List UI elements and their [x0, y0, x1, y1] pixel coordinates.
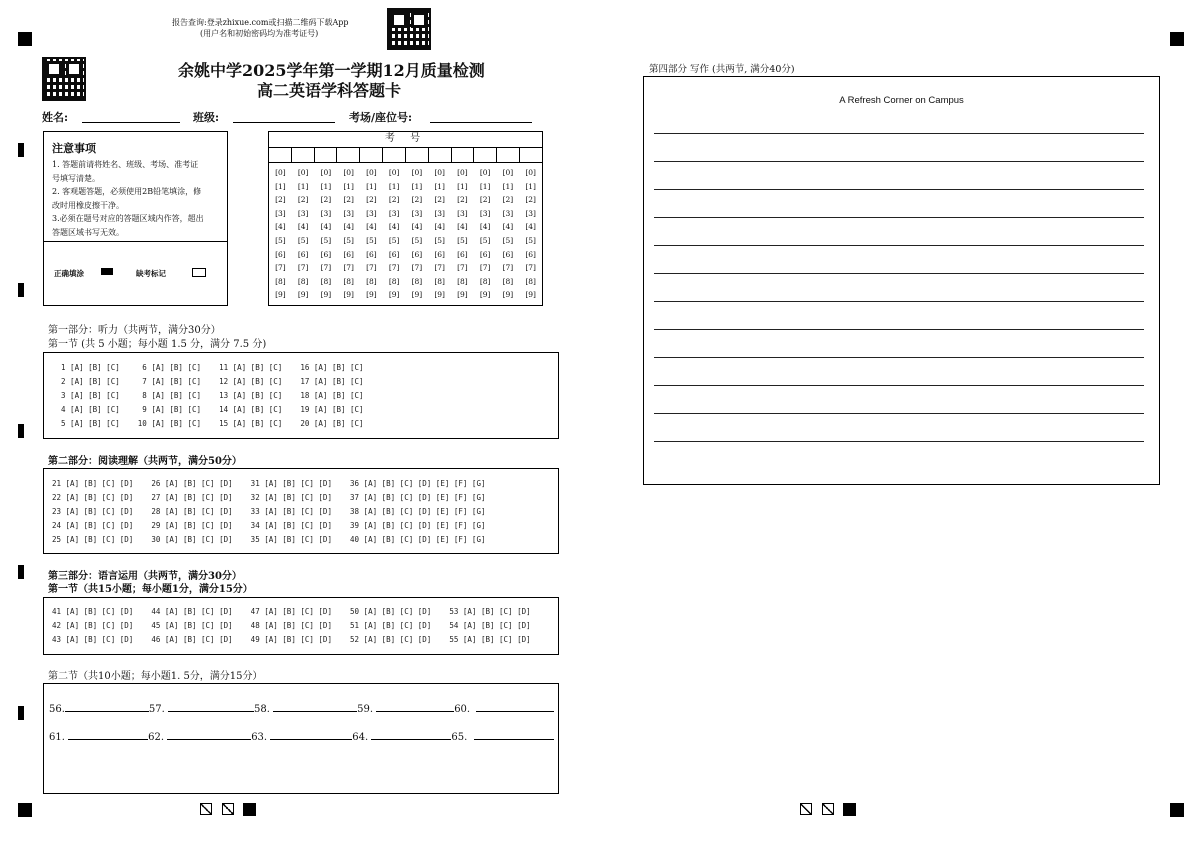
digit-bubble[interactable]: [2] — [275, 195, 286, 205]
writing-line[interactable] — [654, 413, 1144, 414]
blank-number: 57. — [148, 704, 165, 715]
digit-bubble[interactable]: [0] — [388, 168, 400, 177]
part4-title: 第四部分 写作 (共两节, 满分40分) — [649, 64, 795, 75]
writing-line[interactable] — [654, 357, 1144, 358]
digit-bubble[interactable]: [1] — [479, 181, 491, 191]
digit-bubble[interactable]: [0] — [525, 168, 536, 177]
blank-answer-line[interactable] — [476, 702, 554, 712]
blank-answer-line[interactable] — [273, 702, 357, 712]
digit-bubble[interactable]: [9] — [320, 290, 332, 300]
exam-number-column[interactable] — [360, 166, 383, 302]
corner-mark-bottom-right — [1170, 803, 1184, 817]
class-label: 班级: — [193, 111, 220, 124]
digit-bubble[interactable]: [8] — [343, 276, 354, 286]
exam-number-write-cells[interactable] — [269, 148, 542, 163]
notice-line: 号填写清楚。 — [52, 173, 100, 183]
digit-bubble[interactable]: [5] — [366, 235, 377, 245]
digit-bubble[interactable]: [9] — [388, 290, 400, 300]
exam-number-column[interactable] — [337, 166, 360, 302]
writing-line[interactable] — [654, 301, 1144, 302]
part3-section2-title: 第二节（共10小题；每小题1. 5分，满分15分） — [48, 671, 263, 682]
blank-number: 65. — [451, 732, 468, 743]
timing-mark — [18, 424, 24, 438]
digit-bubble[interactable]: [5] — [525, 235, 536, 245]
writing-line[interactable] — [654, 273, 1144, 274]
exam-number-column[interactable] — [497, 166, 520, 302]
part3-subtitle: 第一节（共15小题；每小题1分，满分15分） — [48, 584, 253, 595]
timing-mark — [18, 143, 24, 157]
seat-field[interactable] — [430, 122, 532, 123]
digit-bubble[interactable]: [3] — [275, 208, 286, 218]
digit-bubble[interactable]: [5] — [434, 235, 445, 245]
choice-row[interactable]: 5 [A] [B] [C] 10 [A] [B] [C] 15 [A] [B] [C] 20 [A] [B] [C] — [52, 419, 364, 428]
digit-bubble[interactable]: [3] — [434, 208, 445, 218]
digit-bubble[interactable]: [8] — [434, 276, 445, 286]
exam-number-column[interactable] — [383, 166, 406, 302]
exam-number-column[interactable] — [269, 166, 292, 302]
digit-bubble[interactable]: [4] — [343, 222, 354, 232]
digit-bubble[interactable]: [4] — [366, 222, 377, 232]
digit-bubble[interactable]: [0] — [366, 168, 377, 177]
fill-blank-box — [43, 683, 559, 794]
digit-bubble[interactable]: [8] — [411, 276, 423, 286]
digit-bubble[interactable]: [2] — [457, 195, 468, 205]
digit-bubble[interactable]: [1] — [366, 181, 377, 191]
blank-answer-line[interactable] — [474, 730, 554, 740]
choice-row[interactable]: 21 [A] [B] [C] [D] 26 [A] [B] [C] [D] 31 [A] [B] [C] [D] 36 [A] [B] [C] [D] [E] [F] [G] — [52, 479, 486, 488]
digit-bubble[interactable]: [6] — [479, 249, 491, 259]
blank-answer-line[interactable] — [168, 702, 254, 712]
exam-number-column[interactable] — [451, 166, 474, 302]
digit-bubble[interactable]: [6] — [366, 249, 377, 259]
blank-row — [49, 730, 554, 743]
digit-bubble[interactable]: [4] — [434, 222, 445, 232]
digit-bubble[interactable]: [4] — [479, 222, 491, 232]
notice-line: 改时用橡皮擦干净。 — [52, 200, 124, 210]
blank-answer-line[interactable] — [270, 730, 352, 740]
digit-bubble[interactable]: [6] — [411, 249, 423, 259]
digit-bubble[interactable]: [4] — [502, 222, 514, 232]
corner-mark-top-left — [18, 32, 32, 46]
blank-answer-line[interactable] — [167, 730, 251, 740]
absent-mark-label: 缺考标记 — [136, 269, 166, 278]
digit-bubble[interactable]: [4] — [297, 222, 309, 232]
digit-bubble[interactable]: [2] — [479, 195, 491, 205]
digit-bubble[interactable]: [7] — [388, 263, 400, 273]
exam-number-bubbles[interactable] — [269, 163, 542, 302]
digit-bubble[interactable]: [1] — [275, 181, 286, 191]
digit-bubble[interactable]: [9] — [275, 290, 286, 300]
writing-box — [643, 76, 1160, 485]
digit-bubble[interactable]: [0] — [320, 168, 332, 177]
part2-answer-box — [43, 468, 559, 554]
exam-number-column[interactable] — [406, 166, 429, 302]
digit-bubble[interactable]: [7] — [434, 263, 445, 273]
digit-bubble[interactable]: [8] — [525, 276, 536, 286]
writing-line[interactable] — [654, 217, 1144, 218]
digit-bubble[interactable]: [4] — [411, 222, 423, 232]
digit-bubble[interactable]: [3] — [343, 208, 354, 218]
correct-fill-label: 正确填涂 — [54, 269, 84, 278]
digit-bubble[interactable]: [5] — [479, 235, 491, 245]
digit-bubble[interactable]: [7] — [297, 263, 309, 273]
blank-number: 58. — [254, 704, 270, 715]
writing-line[interactable] — [654, 161, 1144, 162]
digit-bubble[interactable]: [8] — [479, 276, 491, 286]
digit-bubble[interactable]: [9] — [525, 290, 536, 300]
digit-bubble[interactable]: [7] — [502, 263, 514, 273]
digit-bubble[interactable]: [8] — [320, 276, 332, 286]
digit-bubble[interactable]: [5] — [457, 235, 468, 245]
blank-answer-line[interactable] — [371, 730, 451, 740]
notice-line: 3.必须在题号对应的答题区域内作答，超出 — [52, 214, 204, 223]
digit-bubble[interactable]: [0] — [275, 168, 286, 177]
digit-bubble[interactable]: [1] — [525, 181, 536, 191]
exam-number-column[interactable] — [292, 166, 315, 302]
page-subtitle: 高二英语学科答题卡 — [257, 81, 402, 100]
digit-bubble[interactable]: [6] — [275, 249, 286, 259]
page-marker-box — [800, 803, 812, 815]
digit-bubble[interactable]: [7] — [320, 263, 332, 273]
digit-bubble[interactable]: [9] — [366, 290, 377, 300]
digit-bubble[interactable]: [7] — [479, 263, 491, 273]
part1-subtitle: 第一节 (共 5 小题；每小题 1.5 分，满分 7.5 分) — [48, 339, 267, 350]
digit-bubble[interactable]: [9] — [297, 290, 309, 300]
choice-row[interactable]: 3 [A] [B] [C] 8 [A] [B] [C] 13 [A] [B] [C] 18 [A] [B] [C] — [52, 391, 364, 400]
essay-title: A Refresh Corner on Campus — [839, 95, 964, 106]
choice-row[interactable]: 1 [A] [B] [C] 6 [A] [B] [C] 11 [A] [B] [C] 16 [A] [B] [C] — [52, 363, 364, 372]
writing-line[interactable] — [654, 385, 1144, 386]
blank-answer-line[interactable] — [65, 702, 149, 712]
choice-row[interactable]: 42 [A] [B] [C] [D] 45 [A] [B] [C] [D] 48 [A] [B] [C] [D] 51 [A] [B] [C] [D] 54 [A] [B] [C] [D] — [52, 621, 531, 630]
part1-title: 第一部分：听力（共两节，满分30分） — [48, 325, 221, 336]
digit-bubble[interactable]: [6] — [343, 249, 354, 259]
digit-bubble[interactable]: [5] — [320, 235, 332, 245]
digit-bubble[interactable]: [7] — [411, 263, 423, 273]
digit-bubble[interactable]: [9] — [434, 290, 445, 300]
corner-mark-bottom-left — [18, 803, 32, 817]
digit-bubble[interactable]: [0] — [411, 168, 423, 177]
exam-number-column[interactable] — [474, 166, 497, 302]
digit-bubble[interactable]: [6] — [525, 249, 536, 259]
digit-bubble[interactable]: [1] — [411, 181, 423, 191]
digit-bubble[interactable]: [0] — [457, 168, 468, 177]
writing-line[interactable] — [654, 189, 1144, 190]
page-title: 余姚中学2025学年第一学期12月质量检测 — [178, 61, 485, 80]
digit-bubble[interactable]: [5] — [411, 235, 423, 245]
digit-bubble[interactable]: [5] — [275, 235, 286, 245]
blank-answer-line[interactable] — [376, 702, 454, 712]
blank-number: 64. — [352, 732, 369, 743]
choice-row[interactable]: 24 [A] [B] [C] [D] 29 [A] [B] [C] [D] 34 [A] [B] [C] [D] 39 [A] [B] [C] [D] [E] [F] [G] — [52, 521, 486, 530]
digit-bubble[interactable]: [6] — [457, 249, 468, 259]
exam-number-column[interactable] — [428, 166, 451, 302]
notice-line: 2. 客观题答题，必须使用2B铅笔填涂，修 — [52, 187, 202, 196]
blank-number: 61. — [49, 732, 65, 743]
digit-bubble[interactable]: [8] — [366, 276, 377, 286]
report-query-line: 报告查询:登录zhixue.com或扫描二维码下载App — [172, 18, 349, 27]
exam-number-column[interactable] — [519, 166, 542, 302]
choice-row[interactable]: 4 [A] [B] [C] 9 [A] [B] [C] 14 [A] [B] [C] 19 [A] [B] [C] — [52, 405, 364, 414]
digit-bubble[interactable]: [6] — [434, 249, 445, 259]
digit-bubble[interactable]: [3] — [320, 208, 332, 218]
notice-text — [52, 158, 204, 239]
digit-bubble[interactable]: [2] — [320, 195, 332, 205]
digit-bubble[interactable]: [8] — [297, 276, 309, 286]
page-marker-box — [222, 803, 234, 815]
exam-number-column[interactable] — [315, 166, 338, 302]
digit-bubble[interactable]: [2] — [343, 195, 354, 205]
blank-row — [49, 702, 554, 715]
digit-bubble[interactable]: [7] — [343, 263, 354, 273]
digit-bubble[interactable]: [3] — [502, 208, 514, 218]
digit-bubble[interactable]: [3] — [411, 208, 423, 218]
digit-bubble[interactable]: [5] — [343, 235, 354, 245]
digit-bubble[interactable]: [1] — [502, 181, 514, 191]
digit-bubble[interactable]: [1] — [297, 181, 309, 191]
corner-mark-top-right — [1170, 32, 1184, 46]
choice-row[interactable]: 25 [A] [B] [C] [D] 30 [A] [B] [C] [D] 35 [A] [B] [C] [D] 40 [A] [B] [C] [D] [E] [F] [G] — [52, 535, 486, 544]
digit-bubble[interactable]: [6] — [388, 249, 400, 259]
notice-title: 注意事项 — [52, 142, 96, 155]
digit-bubble[interactable]: [1] — [320, 181, 332, 191]
timing-mark — [18, 565, 24, 579]
qr-code-icon — [42, 57, 86, 101]
writing-line[interactable] — [654, 441, 1144, 442]
digit-bubble[interactable]: [9] — [502, 290, 514, 300]
name-label: 姓名: — [42, 111, 69, 124]
digit-bubble[interactable]: [7] — [457, 263, 468, 273]
digit-bubble[interactable]: [2] — [502, 195, 514, 205]
digit-bubble[interactable]: [6] — [320, 249, 332, 259]
writing-line[interactable] — [654, 133, 1144, 134]
digit-bubble[interactable]: [9] — [411, 290, 423, 300]
digit-bubble[interactable]: [3] — [525, 208, 536, 218]
digit-bubble[interactable]: [9] — [479, 290, 491, 300]
digit-bubble[interactable]: [0] — [479, 168, 491, 177]
digit-bubble[interactable]: [2] — [525, 195, 536, 205]
choice-row[interactable]: 22 [A] [B] [C] [D] 27 [A] [B] [C] [D] 32 [A] [B] [C] [D] 37 [A] [B] [C] [D] [E] [F] [G] — [52, 493, 486, 502]
digit-bubble[interactable]: [7] — [275, 263, 286, 273]
page-marker-box — [200, 803, 212, 815]
digit-bubble[interactable]: [9] — [457, 290, 468, 300]
digit-bubble[interactable]: [4] — [525, 222, 536, 232]
timing-mark — [18, 706, 24, 720]
digit-bubble[interactable]: [6] — [297, 249, 309, 259]
digit-bubble[interactable]: [3] — [457, 208, 468, 218]
page-marker-filled — [243, 803, 256, 816]
correct-fill-sample-icon — [101, 268, 113, 275]
digit-bubble[interactable]: [2] — [434, 195, 445, 205]
digit-bubble[interactable]: [0] — [297, 168, 309, 177]
writing-line[interactable] — [654, 245, 1144, 246]
digit-bubble[interactable]: [2] — [297, 195, 309, 205]
digit-bubble[interactable]: [0] — [343, 168, 354, 177]
digit-bubble[interactable]: [3] — [297, 208, 309, 218]
digit-bubble[interactable]: [1] — [457, 181, 468, 191]
digit-bubble[interactable]: [4] — [388, 222, 400, 232]
part3-answer-box — [43, 597, 559, 655]
timing-mark — [18, 283, 24, 297]
digit-bubble[interactable]: [3] — [366, 208, 377, 218]
choice-row[interactable]: 43 [A] [B] [C] [D] 46 [A] [B] [C] [D] 49 [A] [B] [C] [D] 52 [A] [B] [C] [D] 55 [A] [B] [C] [D] — [52, 635, 531, 644]
digit-bubble[interactable]: [5] — [388, 235, 400, 245]
digit-bubble[interactable]: [3] — [479, 208, 491, 218]
digit-bubble[interactable]: [0] — [502, 168, 514, 177]
digit-bubble[interactable]: [2] — [411, 195, 423, 205]
choice-row[interactable]: 41 [A] [B] [C] [D] 44 [A] [B] [C] [D] 47 [A] [B] [C] [D] 50 [A] [B] [C] [D] 53 [A] [B] [C] [D] — [52, 607, 531, 616]
page-marker-filled — [843, 803, 856, 816]
digit-bubble[interactable]: [8] — [388, 276, 400, 286]
blank-number: 63. — [251, 732, 268, 743]
digit-bubble[interactable]: [9] — [343, 290, 354, 300]
writing-line[interactable] — [654, 329, 1144, 330]
blank-answer-line[interactable] — [68, 730, 148, 740]
qr-code-icon — [387, 8, 431, 50]
exam-number-header: 考 号 — [269, 132, 542, 148]
digit-bubble[interactable]: [2] — [388, 195, 400, 205]
report-query-note: (用户名和初始密码均为准考证号) — [200, 29, 319, 38]
digit-bubble[interactable]: [8] — [275, 276, 286, 286]
absent-mark-checkbox[interactable] — [192, 268, 206, 277]
seat-label: 考场/座位号: — [349, 111, 413, 124]
notice-line: 答题区域书写无效。 — [52, 227, 124, 237]
digit-bubble[interactable]: [7] — [525, 263, 536, 273]
choice-row[interactable]: 23 [A] [B] [C] [D] 28 [A] [B] [C] [D] 33 [A] [B] [C] [D] 38 [A] [B] [C] [D] [E] [F] [G] — [52, 507, 486, 516]
blank-number: 60. — [454, 704, 471, 715]
digit-bubble[interactable]: [5] — [502, 235, 514, 245]
notice-divider — [44, 241, 227, 242]
digit-bubble[interactable]: [0] — [434, 168, 445, 177]
digit-bubble[interactable]: [6] — [502, 249, 514, 259]
digit-bubble[interactable]: [8] — [457, 276, 468, 286]
blank-number: 59. — [357, 704, 373, 715]
digit-bubble[interactable]: [7] — [366, 263, 377, 273]
digit-bubble[interactable]: [1] — [388, 181, 400, 191]
digit-bubble[interactable]: [1] — [434, 181, 445, 191]
digit-bubble[interactable]: [4] — [457, 222, 468, 232]
blank-number: 62. — [148, 732, 164, 743]
name-field[interactable] — [82, 122, 180, 123]
digit-bubble[interactable]: [4] — [275, 222, 286, 232]
choice-row[interactable]: 2 [A] [B] [C] 7 [A] [B] [C] 12 [A] [B] [C] 17 [A] [B] [C] — [52, 377, 364, 386]
notice-line: 1. 答题前请将姓名、班级、考场、准考证 — [52, 160, 199, 169]
notice-box — [43, 131, 228, 306]
digit-bubble[interactable]: [5] — [297, 235, 309, 245]
digit-bubble[interactable]: [2] — [366, 195, 377, 205]
digit-bubble[interactable]: [3] — [388, 208, 400, 218]
part1-answer-box — [43, 352, 559, 439]
digit-bubble[interactable]: [1] — [343, 181, 354, 191]
part2-title: 第二部分：阅读理解（共两节，满分50分） — [48, 456, 242, 467]
page-marker-box — [822, 803, 834, 815]
exam-number-grid — [268, 131, 543, 306]
blank-number: 56. — [49, 704, 65, 715]
digit-bubble[interactable]: [8] — [502, 276, 514, 286]
part3-title: 第三部分：语言运用（共两节，满分30分） — [48, 571, 242, 582]
digit-bubble[interactable]: [4] — [320, 222, 332, 232]
class-field[interactable] — [233, 122, 335, 123]
